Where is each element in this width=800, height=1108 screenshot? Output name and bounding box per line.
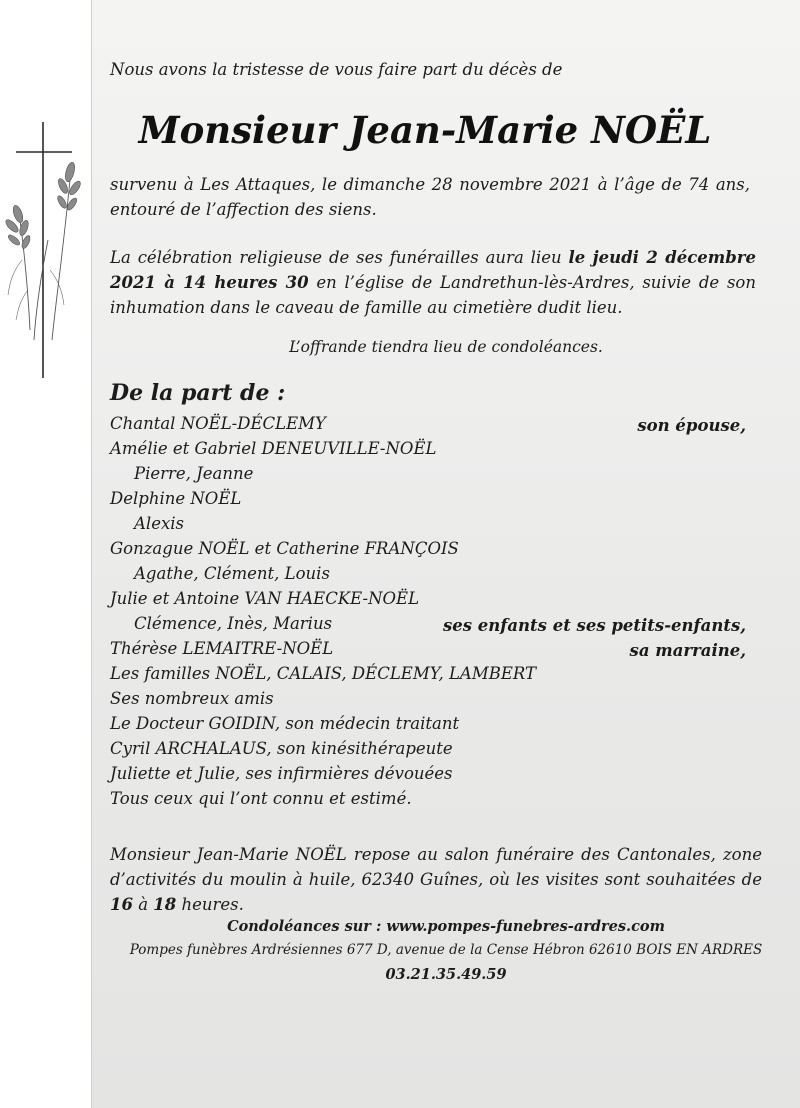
ceremony-date: le jeudi 2 décembre 2021 à 14 heures 30 [110, 248, 756, 292]
family-member: Ses nombreux amis [110, 689, 274, 708]
family-member: Le Docteur GOIDIN, son médecin traitant [110, 714, 460, 733]
rest-text-middle: à [132, 895, 154, 914]
family-member: Thérèse LEMAITRE-NOËL [110, 639, 334, 658]
ceremony-text-start: La célébration religieuse de ses funérailles aura lieu [110, 248, 569, 267]
cross-with-wheat-icon [0, 110, 92, 390]
family-member: Amélie et Gabriel DENEUVILLE-NOËL [110, 439, 437, 458]
family-member: Julie et Antoine VAN HAECKE-NOËL [110, 589, 420, 608]
family-member: Les familles NOËL, CALAIS, DÉCLEMY, LAMBERT [110, 664, 537, 683]
visit-from-hour: 16 [110, 895, 133, 914]
visit-to-hour: 18 [153, 895, 177, 914]
relation-children: ses enfants et ses petits-enfants, [442, 616, 746, 635]
ceremony-paragraph [110, 245, 756, 320]
rest-text-end: heures. [176, 895, 244, 914]
family-member: Juliette et Julie, ses infirmières dévouées [110, 764, 453, 783]
family-member: Chantal NOËL-DÉCLEMY [110, 414, 326, 433]
condolences-link[interactable]: Condoléances sur : www.pompes-funebres-ardres.com [227, 918, 665, 935]
family-member: Gonzague NOËL et Catherine FRANÇOIS [110, 539, 459, 558]
family-member: Pierre, Jeanne [134, 464, 254, 483]
family-member: Clémence, Inès, Marius [134, 614, 333, 633]
relation-spouse: son épouse, [637, 416, 746, 435]
family-member: Alexis [134, 514, 185, 533]
from-heading: De la part de : [110, 380, 286, 406]
family-member: Cyril ARCHALAUS, son kinésithérapeute [110, 739, 453, 758]
ceremony-text-end: en l’église de Landrethun-lès-Ardres, suivie de son inhumation dans le caveau de famille au cimetière dudit lieu. [110, 273, 756, 317]
relation-godmother: sa marraine, [629, 641, 746, 660]
intro-text: Nous avons la tristesse de vous faire part du décès de [110, 60, 563, 79]
rest-paragraph [110, 842, 762, 917]
company-address: Pompes funèbres Ardrésiennes 677 D, avenue de la Cense Hébron 62610 BOIS EN ARDRES [129, 942, 763, 958]
deceased-name: Monsieur Jean-Marie NOËL [138, 108, 712, 152]
death-paragraph: survenu à Les Attaques, le dimanche 28 novembre 2021 à l’âge de 74 ans, entouré de l’affection des siens. [110, 175, 750, 219]
rest-text-start: Monsieur Jean-Marie NOËL repose au salon funéraire des Cantonales, zone d’activités du moulin à huile, 62340 Guînes, où les visites sont souhaitées de [110, 845, 762, 889]
family-member: Tous ceux qui l’ont connu et estimé. [110, 789, 412, 808]
family-member: Delphine NOËL [110, 489, 242, 508]
phone-number: 03.21.35.49.59 [385, 966, 507, 983]
offering-text: L’offrande tiendra lieu de condoléances. [289, 338, 603, 356]
family-member: Agathe, Clément, Louis [134, 564, 330, 583]
